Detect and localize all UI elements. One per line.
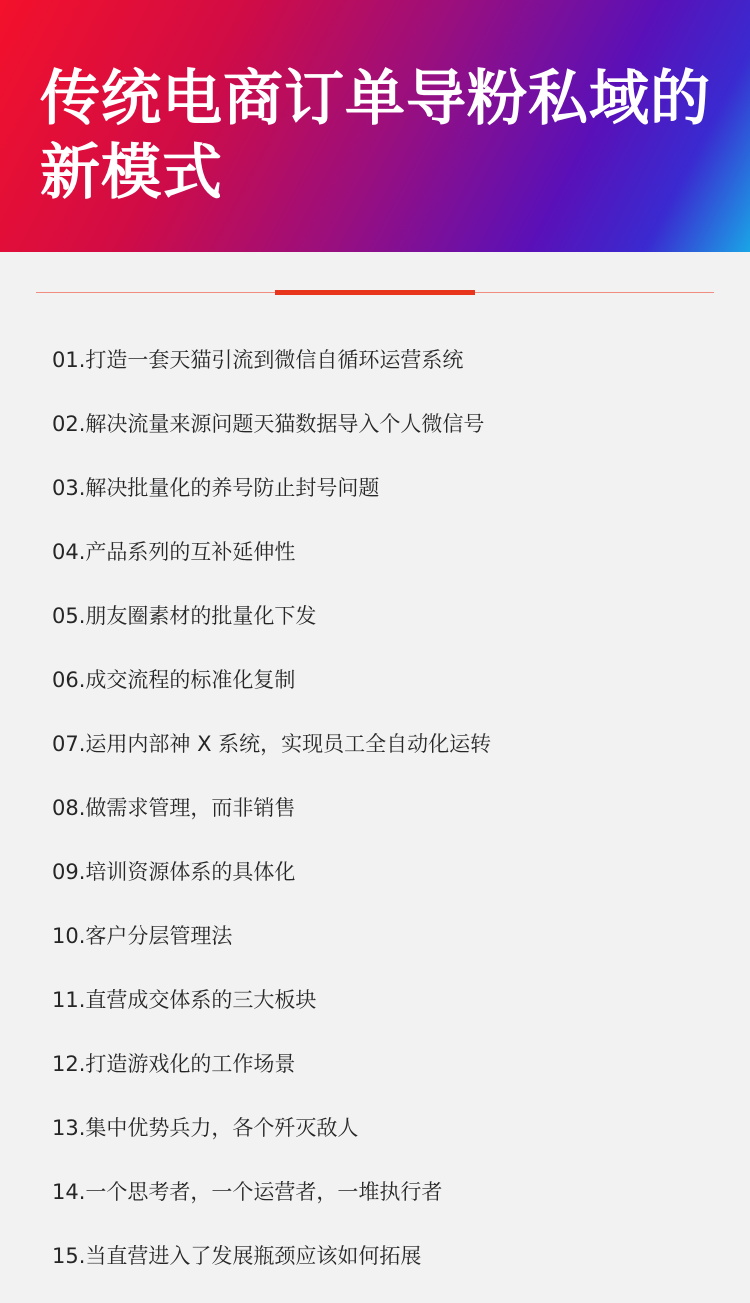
page-title: 传统电商订单导粉私域的新模式 [40, 64, 711, 208]
list-item: 02.解决流量来源问题天猫数据导入个人微信号 [52, 412, 485, 436]
list-item: 09.培训资源体系的具体化 [52, 860, 296, 884]
list-item: 13.集中优势兵力，各个歼灭敌人 [52, 1116, 359, 1140]
list-item: 07.运用内部神 X 系统，实现员工全自动化运转 [52, 732, 492, 756]
list-item: 03.解决批量化的养号防止封号问题 [52, 476, 380, 500]
list-item: 15.当直营进入了发展瓶颈应该如何拓展 [52, 1244, 422, 1268]
list-item: 14.一个思考者，一个运营者，一堆执行者 [52, 1180, 443, 1204]
list-item: 05.朋友圈素材的批量化下发 [52, 604, 317, 628]
header-banner [0, 0, 750, 252]
list-item: 11.直营成交体系的三大板块 [52, 988, 317, 1012]
divider-accent-bar [275, 290, 475, 295]
list-item: 06.成交流程的标准化复制 [52, 668, 296, 692]
list-item: 10.客户分层管理法 [52, 924, 233, 948]
list-item: 01.打造一套天猫引流到微信自循环运营系统 [52, 348, 464, 372]
list-item: 04.产品系列的互补延伸性 [52, 540, 296, 564]
list-item: 12.打造游戏化的工作场景 [52, 1052, 296, 1076]
list-item: 08.做需求管理，而非销售 [52, 796, 296, 820]
course-outline-list [52, 340, 491, 1300]
